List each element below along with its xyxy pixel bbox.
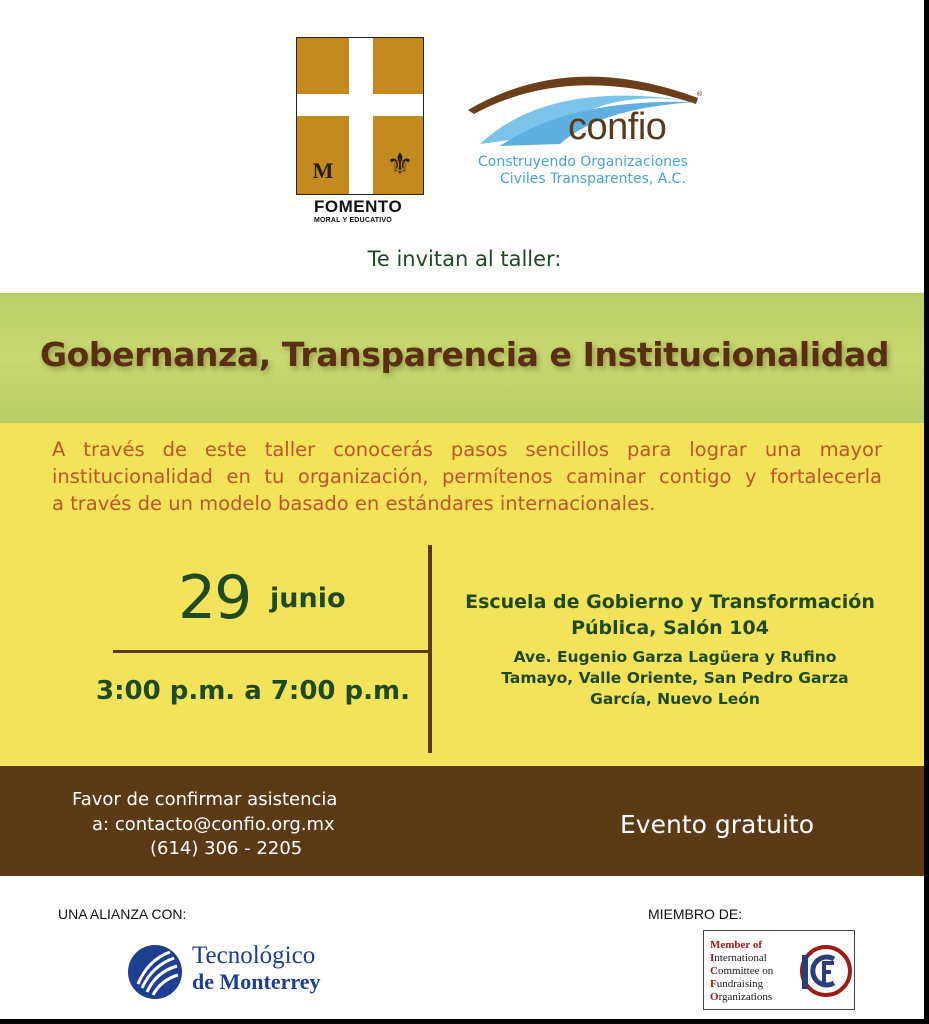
description-line: institucionalidad en tu organización, permítenos caminar contigo y fortalecerla xyxy=(52,465,882,488)
icfo-text-line: Fundraising xyxy=(710,978,764,990)
page-border-right xyxy=(924,0,929,1024)
cross-emblem-icon xyxy=(296,37,424,195)
icfo-text-line: Organizations xyxy=(710,991,773,1003)
confio-tagline-2: Civiles Transparentes, A.C. xyxy=(500,171,686,187)
address-line: García, Nuevo León xyxy=(590,690,760,708)
registered-mark: ® xyxy=(696,90,703,98)
venue-name-line-2: Pública, Salón 104 xyxy=(571,617,769,639)
icfo-text-line: Committee on xyxy=(710,965,774,977)
fomento-logo xyxy=(296,37,426,227)
tec-seal-icon xyxy=(126,942,184,1002)
event-month: junio xyxy=(270,583,346,614)
cross-vertical-bar xyxy=(349,38,373,194)
icfo-text-line: Member of xyxy=(710,939,763,951)
title-band xyxy=(0,293,929,423)
divider-vertical xyxy=(428,545,432,753)
address-line: Ave. Eugenio Garza Lagüera y Rufino xyxy=(513,648,837,666)
fomento-letter: M xyxy=(312,158,334,183)
description xyxy=(52,436,882,517)
contact-email[interactable]: a: contacto@confio.org.mx xyxy=(92,814,335,835)
icfo-text-line: International xyxy=(710,952,767,964)
tec-monterrey-logo xyxy=(126,940,366,1010)
divider-horizontal xyxy=(113,650,431,653)
tec-name-line-2: de Monterrey xyxy=(192,969,321,994)
event-time: 3:00 p.m. a 7:00 p.m. xyxy=(96,676,411,706)
contact-phone[interactable]: (614) 306 - 2205 xyxy=(150,838,303,859)
invite-text: Te invitan al taller: xyxy=(367,247,562,271)
member-label: MIEMBRO DE: xyxy=(648,906,743,922)
icfo-emblem-icon xyxy=(796,941,852,1001)
fomento-name: FOMENTO xyxy=(314,197,403,216)
description-line: a través de un modelo basado en estándares internacionales. xyxy=(52,492,656,515)
event-day: 29 xyxy=(178,563,251,633)
free-event-label: Evento gratuito xyxy=(620,810,815,839)
fleur-de-lis-icon: ⚜ xyxy=(386,147,414,182)
venue-address xyxy=(480,647,870,710)
info-band xyxy=(0,423,929,766)
rsvp-text: Favor de confirmar asistencia xyxy=(72,789,338,810)
description-line: A través de este taller conocerás pasos sencillos para lograr una mayor xyxy=(52,438,882,461)
cross-horizontal-bar xyxy=(297,94,423,116)
workshop-title: Gobernanza, Transparencia e Institucionalidad xyxy=(39,335,890,374)
venue-name-line-1: Escuela de Gobierno y Transformación xyxy=(465,591,875,613)
confio-tagline-1: Construyendo Organizaciones xyxy=(478,154,688,170)
alliance-label: UNA ALIANZA CON: xyxy=(58,906,187,922)
address-line: Tamayo, Valle Oriente, San Pedro Garza xyxy=(501,669,849,687)
confio-logo xyxy=(460,58,720,193)
tec-name-line-1: Tecnológico xyxy=(192,942,316,969)
contact-band xyxy=(0,766,929,876)
confio-wordmark: confio xyxy=(568,106,667,148)
icfo-logo xyxy=(703,930,855,1010)
fomento-subtitle: MORAL Y EDUCATIVO xyxy=(314,217,392,224)
page-border-bottom xyxy=(0,1019,929,1024)
